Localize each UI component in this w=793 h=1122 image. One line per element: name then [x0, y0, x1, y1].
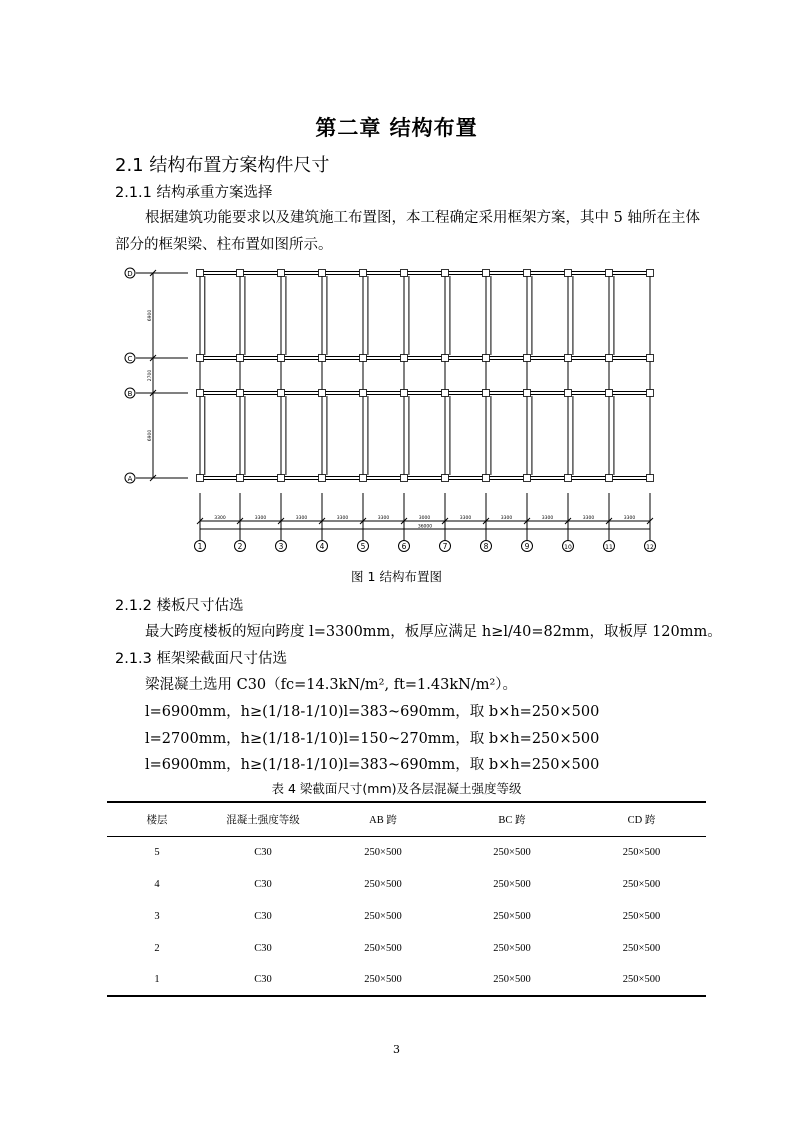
header-cd-span: CD 跨	[577, 802, 706, 836]
column-marker	[278, 355, 285, 362]
cell-grade: C30	[207, 964, 319, 996]
column-marker	[237, 475, 244, 482]
cell-cd: 250×500	[577, 964, 706, 996]
column-marker	[524, 390, 531, 397]
header-ab-span: AB 跨	[319, 802, 447, 836]
cell-grade: C30	[254, 942, 272, 954]
bay-dimension-label: 3300	[295, 516, 308, 521]
bay-dimension-label: 3300	[336, 516, 349, 521]
cell-bc: 250×500	[493, 846, 531, 858]
bay-dimension-label: 3300	[500, 516, 513, 521]
column-axis-label: 3	[278, 541, 284, 551]
page-number: 3	[393, 1043, 400, 1056]
cell-grade: C30	[254, 846, 272, 858]
beam-size-line-1: l=6900mm，h≥(1/18-1/10)l=383~690mm，取 b×h=250×500	[145, 704, 600, 720]
column-marker	[319, 270, 326, 277]
bay-dimension-label: 3300	[459, 516, 472, 521]
table-caption: 表 4 梁截面尺寸(mm)及各层混凝土强度等级	[271, 781, 522, 796]
bay-dimension-label: 3300	[254, 516, 267, 521]
column-marker	[483, 355, 490, 362]
bay-dimension-label: 3300	[214, 516, 226, 521]
chapter-title: 第二章 结构布置	[315, 116, 478, 140]
column-marker	[360, 475, 367, 482]
column-marker	[197, 270, 204, 277]
beam-section-table	[107, 801, 706, 997]
column-axis-label: 8	[483, 541, 489, 551]
column-axis-label: 10	[564, 543, 572, 551]
section-title: 2.1 结构布置方案构件尺寸	[115, 155, 330, 176]
column-marker	[360, 390, 367, 397]
cell-cd: 250×500	[622, 910, 661, 922]
cell-ab: 250×500	[319, 964, 447, 996]
cell-grade: C30	[254, 910, 272, 922]
slab-thickness-text: 最大跨度楼板的短向跨度 l=3300mm，板厚应满足 h≥l/40=82mm，取板厚 120mm。	[145, 624, 722, 640]
column-axis-label: 11	[605, 543, 613, 551]
column-axis-label: 4	[319, 541, 325, 551]
column-marker	[606, 270, 613, 277]
table-row	[107, 868, 706, 900]
table-row	[107, 964, 706, 996]
row-axis-label: C	[127, 355, 133, 363]
cell-cd: 250×500	[622, 942, 661, 954]
cell-floor: 5	[154, 846, 160, 858]
column-marker	[606, 355, 613, 362]
column-marker	[197, 390, 204, 397]
cell-ab: 250×500	[364, 942, 402, 954]
column-marker	[442, 270, 449, 277]
concrete-grade-text: 梁混凝土选用 C30（fc=14.3kN/m², ft=1.43kN/m²）。	[145, 677, 518, 693]
column-marker	[237, 390, 244, 397]
column-marker	[565, 390, 572, 397]
column-marker	[319, 390, 326, 397]
cell-bc: 250×500	[447, 964, 577, 996]
cell-floor: 4	[154, 878, 160, 890]
column-marker	[401, 270, 408, 277]
row-axis-label: B	[127, 390, 133, 398]
subsection-title-1: 2.1.1 结构承重方案选择	[115, 185, 273, 201]
column-marker	[565, 355, 572, 362]
cell-grade: C30	[254, 878, 272, 890]
bay-dimension-label: 3300	[541, 516, 554, 521]
header-concrete-grade: 混凝土强度等级	[207, 802, 319, 836]
cell-floor: 3	[154, 910, 160, 922]
column-axis-label: 7	[442, 541, 448, 551]
paragraph-structural-scheme: 根据建筑功能要求以及建筑施工布置图，本工程确定采用框架方案，其中 5 轴所在主体部分的框架梁、柱布置如图所示。	[115, 210, 700, 253]
column-marker	[197, 355, 204, 362]
cell-floor: 1	[107, 964, 207, 996]
bay-dimension-label: 3300	[582, 516, 595, 521]
bay-dimension-label: 3000	[418, 516, 431, 521]
column-marker	[483, 475, 490, 482]
bay-dimension-label: 3300	[377, 516, 390, 521]
column-marker	[360, 355, 367, 362]
cell-bc: 250×500	[493, 910, 531, 922]
column-marker	[319, 475, 326, 482]
cell-bc: 250×500	[493, 878, 531, 890]
figure-caption: 图 1 结构布置图	[351, 569, 442, 584]
column-marker	[647, 475, 654, 482]
beam-size-line-3: l=6900mm，h≥(1/18-1/10)l=383~690mm，取 b×h=250×500	[145, 757, 600, 773]
header-floor: 楼层	[107, 802, 207, 836]
row-dimension-label: 6900	[148, 309, 153, 322]
beam-size-line-2: l=2700mm，h≥(1/18-1/10)l=150~270mm，取 b×h=250×500	[145, 731, 600, 747]
row-dimension-label: 2700	[148, 369, 153, 382]
column-axis-label: 1	[197, 541, 203, 551]
cell-ab: 250×500	[364, 878, 402, 890]
column-marker	[360, 270, 367, 277]
column-marker	[197, 475, 204, 482]
column-marker	[565, 475, 572, 482]
column-marker	[647, 355, 654, 362]
row-axis-label: D	[127, 270, 133, 278]
column-marker	[647, 390, 654, 397]
table-row	[107, 836, 706, 868]
column-marker	[483, 390, 490, 397]
cell-floor: 2	[154, 942, 160, 954]
column-marker	[483, 270, 490, 277]
header-bc-span: BC 跨	[447, 802, 577, 836]
column-marker	[401, 390, 408, 397]
column-marker	[278, 390, 285, 397]
table-row	[107, 900, 706, 932]
column-marker	[647, 270, 654, 277]
column-axis-label: 2	[237, 541, 243, 551]
bay-dimension-label: 3300	[623, 516, 636, 521]
subsection-title-3: 2.1.3 框架梁截面尺寸估选	[115, 651, 288, 667]
column-axis-label: 5	[360, 541, 366, 551]
column-marker	[565, 270, 572, 277]
cell-bc: 250×500	[493, 942, 531, 954]
cell-cd: 250×500	[622, 878, 661, 890]
column-marker	[319, 355, 326, 362]
column-marker	[278, 475, 285, 482]
column-marker	[442, 390, 449, 397]
structural-plan-drawing	[115, 263, 675, 558]
column-axis-label: 12	[646, 543, 654, 551]
column-marker	[524, 475, 531, 482]
column-marker	[401, 475, 408, 482]
column-marker	[606, 390, 613, 397]
cell-cd: 250×500	[622, 846, 661, 858]
table-header-row	[107, 802, 706, 836]
row-axis-label: A	[127, 475, 133, 483]
column-marker	[524, 270, 531, 277]
column-marker	[237, 270, 244, 277]
column-axis-label: 6	[401, 541, 407, 551]
column-axis-label: 9	[524, 541, 530, 551]
subsection-title-2: 2.1.2 楼板尺寸估选	[115, 598, 244, 614]
total-dimension-label: 36000	[417, 524, 433, 530]
column-marker	[442, 475, 449, 482]
column-marker	[442, 355, 449, 362]
row-dimension-label: 6900	[148, 429, 153, 442]
cell-ab: 250×500	[364, 910, 402, 922]
table-row	[107, 932, 706, 964]
column-marker	[606, 475, 613, 482]
column-marker	[278, 270, 285, 277]
column-marker	[524, 355, 531, 362]
cell-ab: 250×500	[364, 846, 402, 858]
column-marker	[401, 355, 408, 362]
column-marker	[237, 355, 244, 362]
